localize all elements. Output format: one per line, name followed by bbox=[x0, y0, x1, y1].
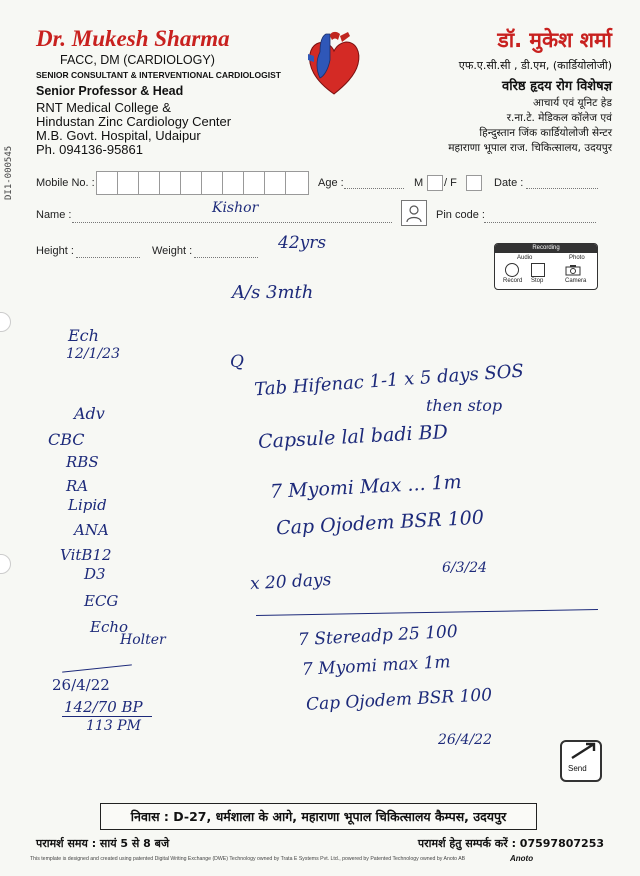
hw-test: ECG bbox=[84, 592, 119, 610]
handwritten-history: A/s 3mth bbox=[232, 282, 314, 303]
serial-number: DI1-000545 bbox=[4, 145, 14, 200]
college-english: RNT Medical College & bbox=[36, 100, 171, 115]
hw-adv: Adv bbox=[74, 404, 105, 423]
qualifications-hindi: एफ.ए.सी.सी , डी.एम, (कार्डियोलोजी) bbox=[458, 59, 612, 72]
rx-line: Capsule lal badi BD bbox=[257, 421, 449, 453]
send-label: Send bbox=[568, 764, 587, 773]
hw-test: RBS bbox=[66, 453, 99, 471]
hw-divider bbox=[256, 609, 598, 616]
pincode-field[interactable] bbox=[484, 222, 596, 223]
rx-line: Cap Ojodem BSR 100 bbox=[275, 506, 485, 540]
disclaimer-text: This template is designed and created using patented Digital Writing Exchange (DWE) Technology owned by Trata E Systems Pvt. Ltd., powered by Patented Technology owned by Anoto AB bbox=[30, 856, 466, 862]
male-label: M bbox=[414, 177, 424, 189]
date-field[interactable] bbox=[526, 188, 598, 189]
height-field[interactable] bbox=[76, 257, 140, 258]
recording-title: Recording bbox=[495, 244, 597, 253]
qualifications-english: FACC, DM (CARDIOLOGY) bbox=[60, 53, 215, 67]
hw-test: Holter bbox=[120, 632, 166, 648]
address-box: निवास : D-27, धर्मशाला के आगे, महाराणा भूपाल चिकित्सालय कैम्पस, उदयपुर bbox=[100, 803, 537, 830]
hospital-hindi: महाराणा भूपाल राज. चिकित्सालय, उदयपुर bbox=[448, 142, 612, 154]
name-label: Name : bbox=[36, 209, 72, 221]
left-date: 26/4/22 bbox=[52, 676, 110, 694]
left-bp-underline bbox=[62, 716, 152, 717]
phone-english: Ph. 094136-95861 bbox=[36, 142, 143, 157]
hw-underline bbox=[62, 664, 132, 672]
date-label: Date : bbox=[494, 177, 524, 189]
send-button[interactable] bbox=[560, 740, 602, 782]
doctor-name-hindi: डॉ. मुकेश शर्मा bbox=[497, 28, 612, 52]
stop-label: Stop bbox=[531, 278, 544, 284]
age-field[interactable] bbox=[344, 188, 404, 189]
hw-test: Echo bbox=[90, 618, 129, 636]
female-checkbox[interactable] bbox=[466, 175, 482, 191]
stop-button-icon[interactable] bbox=[531, 263, 545, 277]
rx-symbol: Q bbox=[230, 352, 244, 372]
pincode-label: Pin code : bbox=[436, 209, 485, 221]
consult-timing: परामर्श समय : सायं 5 से 8 बजे bbox=[36, 837, 170, 850]
patient-photo-icon[interactable] bbox=[401, 200, 427, 226]
audio-label: Audio bbox=[517, 255, 533, 261]
male-checkbox[interactable] bbox=[427, 175, 443, 191]
photo-label: Photo bbox=[569, 255, 585, 261]
punch-hole bbox=[0, 554, 11, 574]
record-label: Record bbox=[503, 278, 523, 284]
followup-sign-date: 26/4/22 bbox=[438, 732, 492, 748]
camera-label: Camera bbox=[565, 278, 587, 284]
rx-line: x 20 days bbox=[249, 569, 332, 595]
designation-english: SENIOR CONSULTANT & INTERVENTIONAL CARDIOLOGIST bbox=[36, 70, 281, 80]
center-english: Hindustan Zinc Cardiology Center bbox=[36, 114, 232, 129]
punch-hole bbox=[0, 312, 11, 332]
hw-test: ANA bbox=[74, 521, 109, 539]
age-label: Age : bbox=[318, 177, 344, 189]
followup-line: 7 Stereadp 25 100 bbox=[297, 621, 459, 651]
weight-label: Weight : bbox=[152, 245, 193, 257]
hw-test: RA bbox=[66, 477, 89, 495]
consult-contact: परामर्श हेतु सम्पर्क करें : 07597807253 bbox=[417, 837, 604, 850]
height-label: Height : bbox=[36, 245, 74, 257]
name-field[interactable] bbox=[72, 222, 392, 223]
followup-line: Cap Ojodem BSR 100 bbox=[305, 685, 493, 715]
weight-field[interactable] bbox=[194, 257, 258, 258]
heart-logo-icon bbox=[306, 30, 362, 98]
hw-ech: Ech bbox=[68, 326, 99, 345]
mobile-label: Mobile No. : bbox=[36, 177, 95, 189]
followup-line: 7 Myomi max 1m bbox=[301, 652, 452, 680]
doctor-name-english: Dr. Mukesh Sharma bbox=[36, 26, 230, 51]
female-label: / F bbox=[444, 177, 457, 189]
hw-test: D3 bbox=[84, 565, 106, 583]
center-hindi: हिन्दुस्तान जिंक कार्डियोलोजी सेन्टर bbox=[479, 127, 612, 139]
recording-panel bbox=[494, 243, 598, 290]
handwritten-name: Kishor bbox=[212, 200, 259, 216]
anoto-logo: Anoto bbox=[510, 854, 534, 863]
camera-button-icon[interactable] bbox=[565, 263, 581, 275]
designation-hindi: वरिष्ठ हृदय रोग विशेषज्ञ bbox=[501, 79, 612, 94]
mobile-digit-box[interactable] bbox=[285, 171, 309, 195]
position-english: Senior Professor & Head bbox=[36, 84, 184, 98]
hospital-english: M.B. Govt. Hospital, Udaipur bbox=[36, 128, 201, 143]
hw-test: CBC bbox=[48, 430, 85, 449]
handwritten-age: 42yrs bbox=[278, 233, 327, 253]
send-arrow-icon bbox=[570, 742, 598, 760]
rx-line: Tab Hifenac 1-1 x 5 days SOS bbox=[253, 360, 525, 401]
rx-line: 7 Myomi Max ... 1m bbox=[269, 470, 463, 504]
position-hindi: आचार्य एवं यूनिट हेड bbox=[533, 97, 612, 109]
rx-sign-date: 6/3/24 bbox=[442, 560, 488, 576]
rx-line: then stop bbox=[426, 396, 503, 415]
left-pulse: 113 PM bbox=[86, 718, 141, 734]
left-bp: 142/70 BP bbox=[64, 698, 143, 716]
record-button-icon[interactable] bbox=[505, 263, 519, 277]
hw-ech-date: 12/1/23 bbox=[66, 346, 120, 362]
hw-test: VitB12 bbox=[60, 546, 112, 564]
hw-test: Lipid bbox=[68, 496, 107, 514]
college-hindi: र.ना.टे. मेडिकल कॉलेज एवं bbox=[506, 112, 612, 124]
